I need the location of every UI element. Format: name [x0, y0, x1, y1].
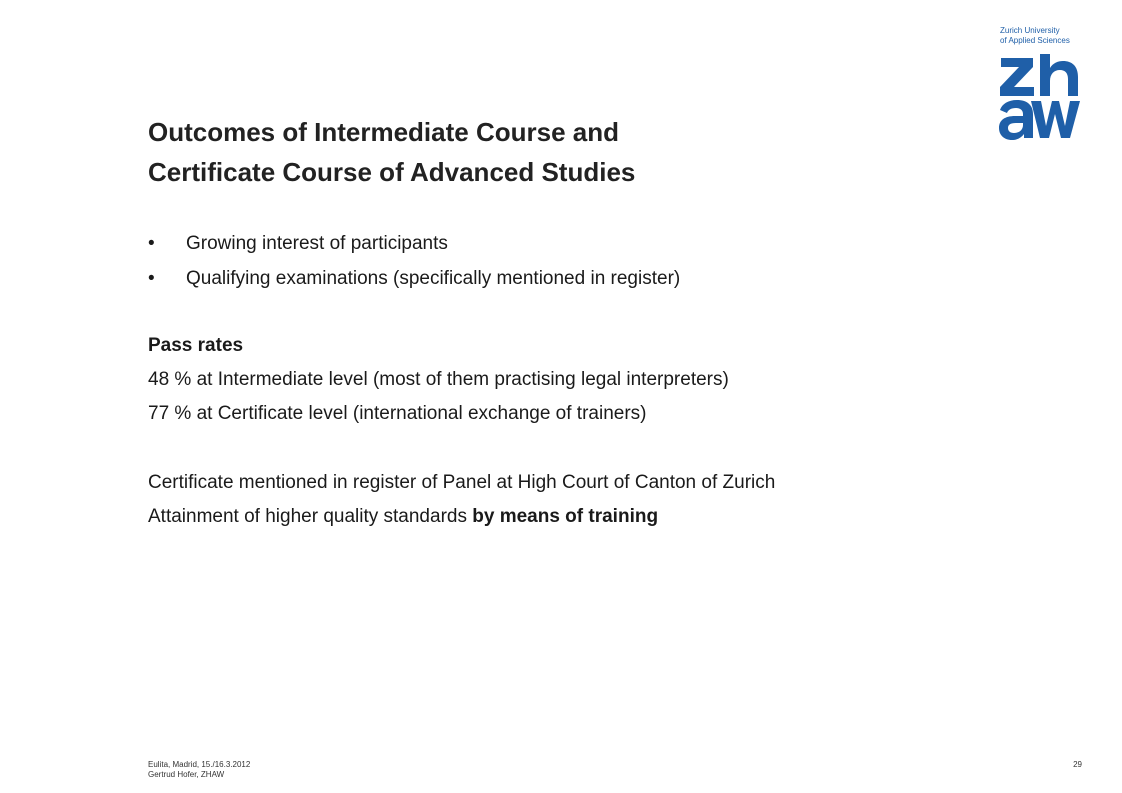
conclusion-line-2 — [148, 500, 775, 534]
bullet-item — [148, 261, 680, 296]
footer-event: Eulita, Madrid, 15./16.3.2012 — [148, 760, 251, 769]
conclusion-line-2-bold: by means of training — [472, 506, 659, 527]
logo-subtitle — [1000, 26, 1070, 46]
bullet-list — [148, 226, 680, 296]
pass-rates-heading: Pass rates — [148, 335, 244, 356]
conclusion-line-1: Certificate mentioned in register of Panel at High Court of Canton of Zurich — [148, 472, 776, 493]
logo-line-1: Zurich University — [1000, 26, 1060, 35]
footer-info — [148, 760, 250, 780]
page-number: 29 — [1073, 760, 1082, 769]
slide-title-line-1: Outcomes of Intermediate Course and — [148, 117, 619, 147]
slide-title-line-2: Certificate Course of Advanced Studies — [148, 157, 636, 187]
conclusion-section — [148, 466, 775, 534]
bullet-marker: • — [148, 233, 155, 254]
logo-line-2: of Applied Sciences — [1000, 36, 1070, 45]
slide-title — [148, 112, 635, 192]
bullet-text: Growing interest of participants — [186, 233, 448, 254]
bullet-marker: • — [148, 268, 155, 289]
pass-rate-intermediate: 48 % at Intermediate level (most of them practising legal interpreters) — [148, 369, 729, 390]
pass-rates-section — [148, 329, 729, 431]
conclusion-line-2-plain: Attainment of higher quality standards — [148, 506, 473, 527]
footer-author: Gertrud Hofer, ZHAW — [148, 770, 225, 779]
bullet-item — [148, 226, 680, 261]
zhaw-logo — [999, 54, 1081, 140]
pass-rate-certificate: 77 % at Certificate level (international exchange of trainers) — [148, 403, 647, 424]
bullet-text: Qualifying examinations (specifically mentioned in register) — [186, 268, 681, 289]
